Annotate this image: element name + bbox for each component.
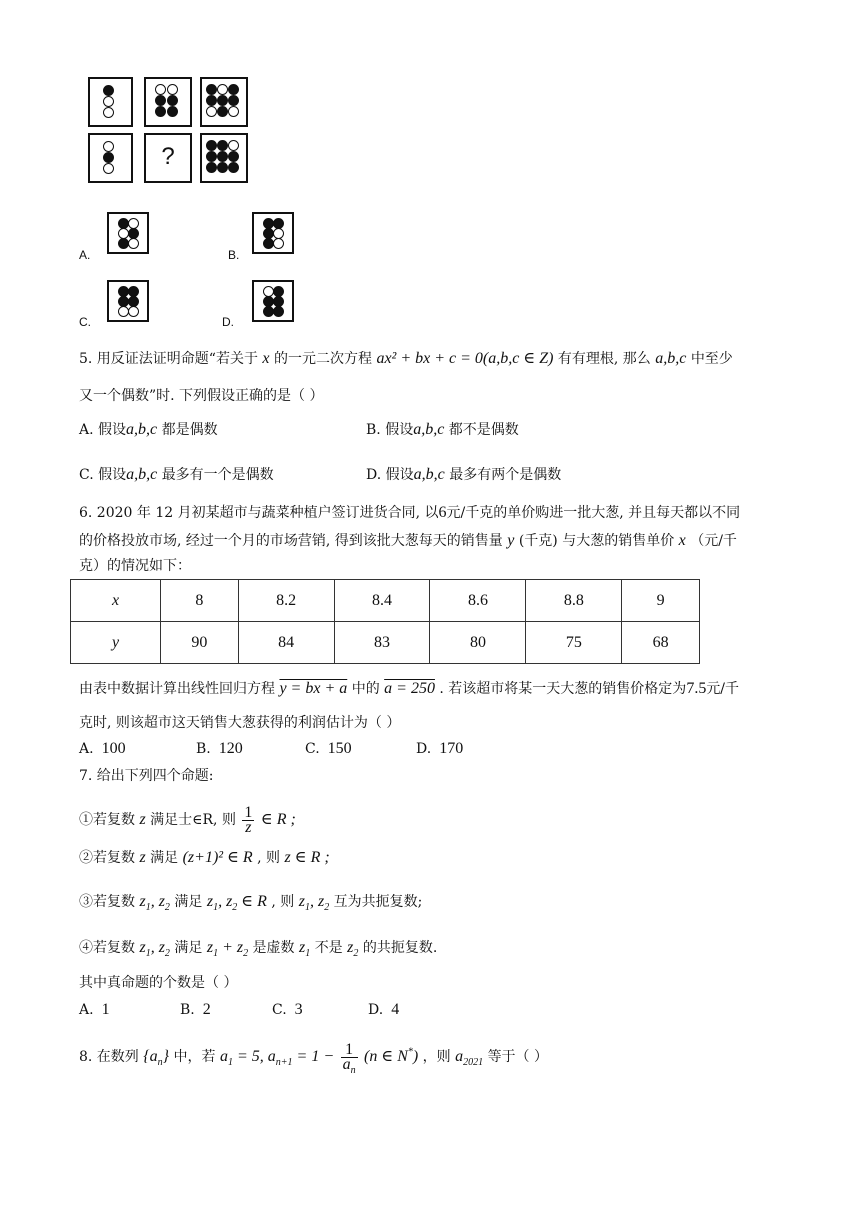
table-cell: 8.6 (430, 580, 526, 622)
table-cell: 84 (238, 622, 334, 664)
table-cell: 8 (161, 580, 239, 622)
black-circle-icon (155, 95, 166, 106)
q6-option-c[interactable]: C. 150 (305, 740, 352, 757)
intercept-value: a = 250 (384, 680, 435, 697)
puzzle-cell-3 (200, 77, 248, 127)
table-cell: 75 (526, 622, 622, 664)
q6-option-a[interactable]: A. 100 (79, 740, 126, 757)
q6-stem-line-5: 克时, 则该超市这天销售大葱获得的利润估计为（ ） (79, 715, 401, 731)
black-circle-icon (206, 95, 217, 106)
black-circle-icon (228, 84, 239, 95)
white-circle-icon (103, 163, 114, 174)
q4-option-b-label[interactable]: B. (228, 248, 240, 262)
q4-option-a-label[interactable]: A. (79, 248, 91, 262)
q4-option-a-figure[interactable] (107, 212, 149, 254)
white-circle-icon (103, 107, 114, 118)
q4-option-c-label[interactable]: C. (79, 315, 91, 329)
q6-stem-line-2: 的价格投放市场, 经过一个月的市场营销, 得到该批大葱每天的销售量 y (千克) 与大葱的销售单价 x （元/千 (79, 532, 737, 549)
q7-proposition-3: ③若复数 $z_1$, $z_2$ 满足 $z_1$, $z_2$ ∈ R , 则 $z_1$, $z_2$ 互为共扼复数; (79, 893, 423, 914)
white-circle-icon (228, 140, 239, 151)
puzzle-cell-4 (88, 133, 133, 183)
black-circle-icon (217, 95, 228, 106)
table-cell: 9 (622, 580, 700, 622)
white-circle-icon (217, 84, 228, 95)
question-mark: ? (161, 143, 175, 170)
black-circle-icon (206, 162, 217, 173)
q7-option-c[interactable]: C. 3 (272, 1001, 303, 1018)
q7-option-d[interactable]: D. 4 (368, 1001, 400, 1018)
table-cell: 68 (622, 622, 700, 664)
q4-option-d-label[interactable]: D. (222, 315, 234, 329)
puzzle-cell-6 (200, 133, 248, 183)
white-circle-icon (103, 141, 114, 152)
q8-stem: 8. 在数列 $\{a_n\}$ 中，若 $a_1 = 5$, $a_{n+1} = 1$ − $\frac{1}{a_n}$ (n ∈ N*) ，则 $a_{2021}$ 等于（ ） (79, 1040, 549, 1076)
q7-proposition-1: ①若复数 z 满足士∈R, 则 $\frac{1}{z}$ ∈ R ; (79, 803, 296, 836)
q5-option-c[interactable]: C. 假设a,b,c 最多有一个是偶数 (79, 466, 274, 483)
q5-option-d[interactable]: D. 假设a,b,c 最多有两个是偶数 (366, 466, 562, 483)
white-circle-icon (206, 106, 217, 117)
table-cell: 90 (161, 622, 239, 664)
black-circle-icon (167, 95, 178, 106)
white-circle-icon (167, 84, 178, 95)
white-circle-icon (128, 238, 139, 249)
table-cell: 80 (430, 622, 526, 664)
q5-stem-line-2: 又一个偶数”时. 下列假设正确的是（ ） (79, 388, 324, 404)
regression-equation: y = bx + a (279, 680, 348, 697)
table-row (71, 580, 700, 622)
puzzle-cell-unknown (144, 133, 192, 183)
black-circle-icon (206, 140, 217, 151)
puzzle-cell-2 (144, 77, 192, 127)
q5-option-b[interactable]: B. 假设a,b,c 都不是偶数 (366, 421, 519, 438)
q7-title: 7. 给出下列四个命题: (79, 768, 214, 784)
white-circle-icon (103, 96, 114, 107)
q6-stem-line-3: 克）的情况如下： (79, 558, 191, 574)
q7-option-b[interactable]: B. 2 (180, 1001, 211, 1018)
black-circle-icon (103, 152, 114, 163)
table-cell: 8.8 (526, 580, 622, 622)
fraction: $\frac{1}{a_n}$ (342, 1040, 356, 1076)
black-circle-icon (273, 306, 284, 317)
table-cell: 8.4 (334, 580, 430, 622)
black-circle-icon (217, 151, 228, 162)
q4-option-d-figure[interactable] (252, 280, 294, 322)
white-circle-icon (128, 306, 139, 317)
q5-stem-line-1: 5. 用反证法证明命题“若关于 x 的一元二次方程 ax² + bx + c = 0(a,b,c ∈ Z) 有有理根, 那么 a,b,c 中至少 (79, 350, 733, 367)
q6-option-b[interactable]: B. 120 (196, 740, 243, 757)
q6-option-d[interactable]: D. 170 (416, 740, 464, 757)
puzzle-cell-1 (88, 77, 133, 127)
fraction: $\frac{1}{z}$ (244, 803, 253, 836)
white-circle-icon (155, 84, 166, 95)
q7-proposition-2: ②若复数 z 满足 (z+1)² ∈ R , 则 z ∈ R ; (79, 849, 330, 866)
black-circle-icon (228, 95, 239, 106)
white-circle-icon (273, 238, 284, 249)
q5-equation: ax² + bx + c = 0(a,b,c ∈ Z) (376, 350, 554, 367)
black-circle-icon (228, 151, 239, 162)
q7-question: 其中真命题的个数是（ ） (79, 975, 238, 991)
table-header-x: x (71, 580, 161, 622)
black-circle-icon (167, 106, 178, 117)
table-header-y: y (71, 622, 161, 664)
black-circle-icon (155, 106, 166, 117)
q6-stem-line-4: 由表中数据计算出线性回归方程 y = bx + a 中的 a = 250 . 若该超市将某一天大葱的销售价格定为7.5元/千 (79, 680, 740, 697)
black-circle-icon (206, 84, 217, 95)
black-circle-icon (103, 85, 114, 96)
q5-option-a[interactable]: A. 假设a,b,c 都是偶数 (79, 421, 218, 438)
table-row (71, 622, 700, 664)
q7-option-a[interactable]: A. 1 (79, 1001, 110, 1018)
black-circle-icon (206, 151, 217, 162)
table-cell: 83 (334, 622, 430, 664)
black-circle-icon (217, 106, 228, 117)
table-cell: 8.2 (238, 580, 334, 622)
q6-stem-line-1: 6. 2020 年 12 月初某超市与蔬菜种植户签订进货合同, 以6元/千克的单价购进一批大葱, 并且每天都以不同 (79, 504, 741, 521)
sales-table (70, 579, 700, 664)
black-circle-icon (217, 140, 228, 151)
black-circle-icon (228, 162, 239, 173)
q7-proposition-4: ④若复数 $z_1$, $z_2$ 满足 $z_1 + z_2$ 是虚数 $z_1$ 不是 $z_2$ 的共扼复数. (79, 939, 438, 960)
white-circle-icon (228, 106, 239, 117)
q4-option-b-figure[interactable] (252, 212, 294, 254)
black-circle-icon (217, 162, 228, 173)
q4-option-c-figure[interactable] (107, 280, 149, 322)
